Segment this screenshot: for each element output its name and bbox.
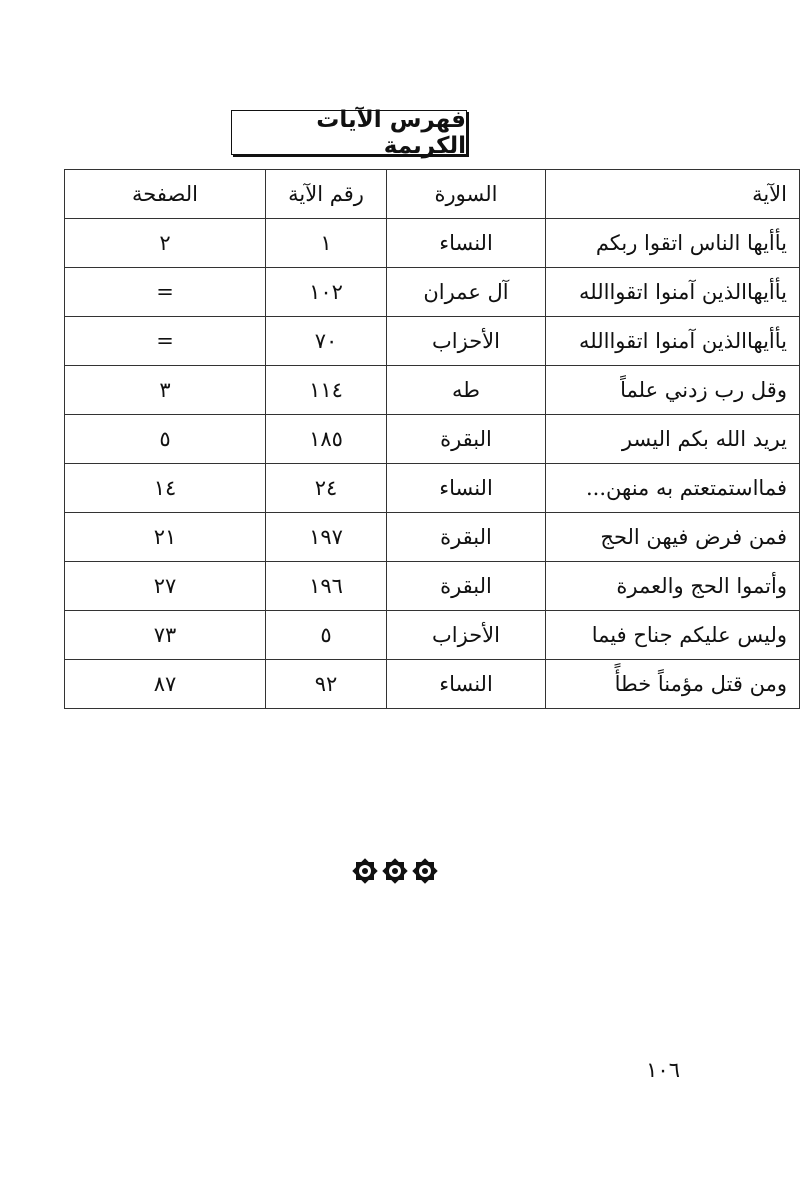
header-ayah-number: رقم الآية — [266, 170, 387, 219]
cell-page: ٥ — [65, 415, 266, 464]
cell-ayah: فمن فرض فيهن الحج — [546, 513, 800, 562]
header-ayah: الآية — [546, 170, 800, 219]
cell-surah: النساء — [387, 660, 546, 709]
cell-ayah-number: ١٩٦ — [266, 562, 387, 611]
cell-ayah: يأأيها الناس اتقوا ربكم — [546, 219, 800, 268]
cell-page: ٣ — [65, 366, 266, 415]
cell-page: ٢١ — [65, 513, 266, 562]
table-row — [65, 219, 800, 268]
header-page: الصفحة — [65, 170, 266, 219]
cell-ayah: يأأيهاالذين آمنوا اتقواالله — [546, 317, 800, 366]
cell-ayah-number: ٥ — [266, 611, 387, 660]
index-title: فهرس الآيات الكريمة — [231, 110, 467, 155]
table-row — [65, 268, 800, 317]
cell-page: ٨٧ — [65, 660, 266, 709]
table-header-row — [65, 170, 800, 219]
cell-surah: البقرة — [387, 415, 546, 464]
table-row — [65, 366, 800, 415]
cell-page: ٢٧ — [65, 562, 266, 611]
cell-ayah-number: ٩٢ — [266, 660, 387, 709]
table-row — [65, 660, 800, 709]
cell-page: ٧٣ — [65, 611, 266, 660]
cell-ayah: وليس عليكم جناح فيما — [546, 611, 800, 660]
cell-surah: الأحزاب — [387, 611, 546, 660]
cell-page: = — [65, 317, 266, 366]
cell-ayah-number: ٢٤ — [266, 464, 387, 513]
table-row — [65, 317, 800, 366]
cell-page: ١٤ — [65, 464, 266, 513]
cell-ayah-number: ١٠٢ — [266, 268, 387, 317]
cell-ayah: يريد الله بكم اليسر — [546, 415, 800, 464]
cell-ayah: وأتموا الحج والعمرة — [546, 562, 800, 611]
cell-surah: الأحزاب — [387, 317, 546, 366]
cell-ayah: فمااستمتعتم به منهن... — [546, 464, 800, 513]
section-divider-ornament — [352, 858, 438, 888]
cell-surah: طه — [387, 366, 546, 415]
page-number: ١٠٦ — [646, 1058, 680, 1082]
cell-ayah: يأأيهاالذين آمنوا اتقواالله — [546, 268, 800, 317]
cell-surah: البقرة — [387, 562, 546, 611]
cell-ayah: ومن قتل مؤمناً خطأً — [546, 660, 800, 709]
cell-surah: البقرة — [387, 513, 546, 562]
cell-ayah: وقل رب زدني علماً — [546, 366, 800, 415]
cell-ayah-number: ١٨٥ — [266, 415, 387, 464]
header-surah: السورة — [387, 170, 546, 219]
cell-page: = — [65, 268, 266, 317]
cell-surah: النساء — [387, 219, 546, 268]
cell-ayah-number: ١٩٧ — [266, 513, 387, 562]
flower-ornament-icon — [382, 858, 408, 884]
cell-ayah-number: ١١٤ — [266, 366, 387, 415]
cell-page: ٢ — [65, 219, 266, 268]
cell-ayah-number: ١ — [266, 219, 387, 268]
table-row — [65, 513, 800, 562]
cell-ayah-number: ٧٠ — [266, 317, 387, 366]
table-row — [65, 415, 800, 464]
table-row — [65, 611, 800, 660]
verses-index-table — [64, 169, 800, 709]
cell-surah: النساء — [387, 464, 546, 513]
table-row — [65, 562, 800, 611]
cell-surah: آل عمران — [387, 268, 546, 317]
table-row — [65, 464, 800, 513]
flower-ornament-icon — [352, 858, 378, 884]
flower-ornament-icon — [412, 858, 438, 884]
